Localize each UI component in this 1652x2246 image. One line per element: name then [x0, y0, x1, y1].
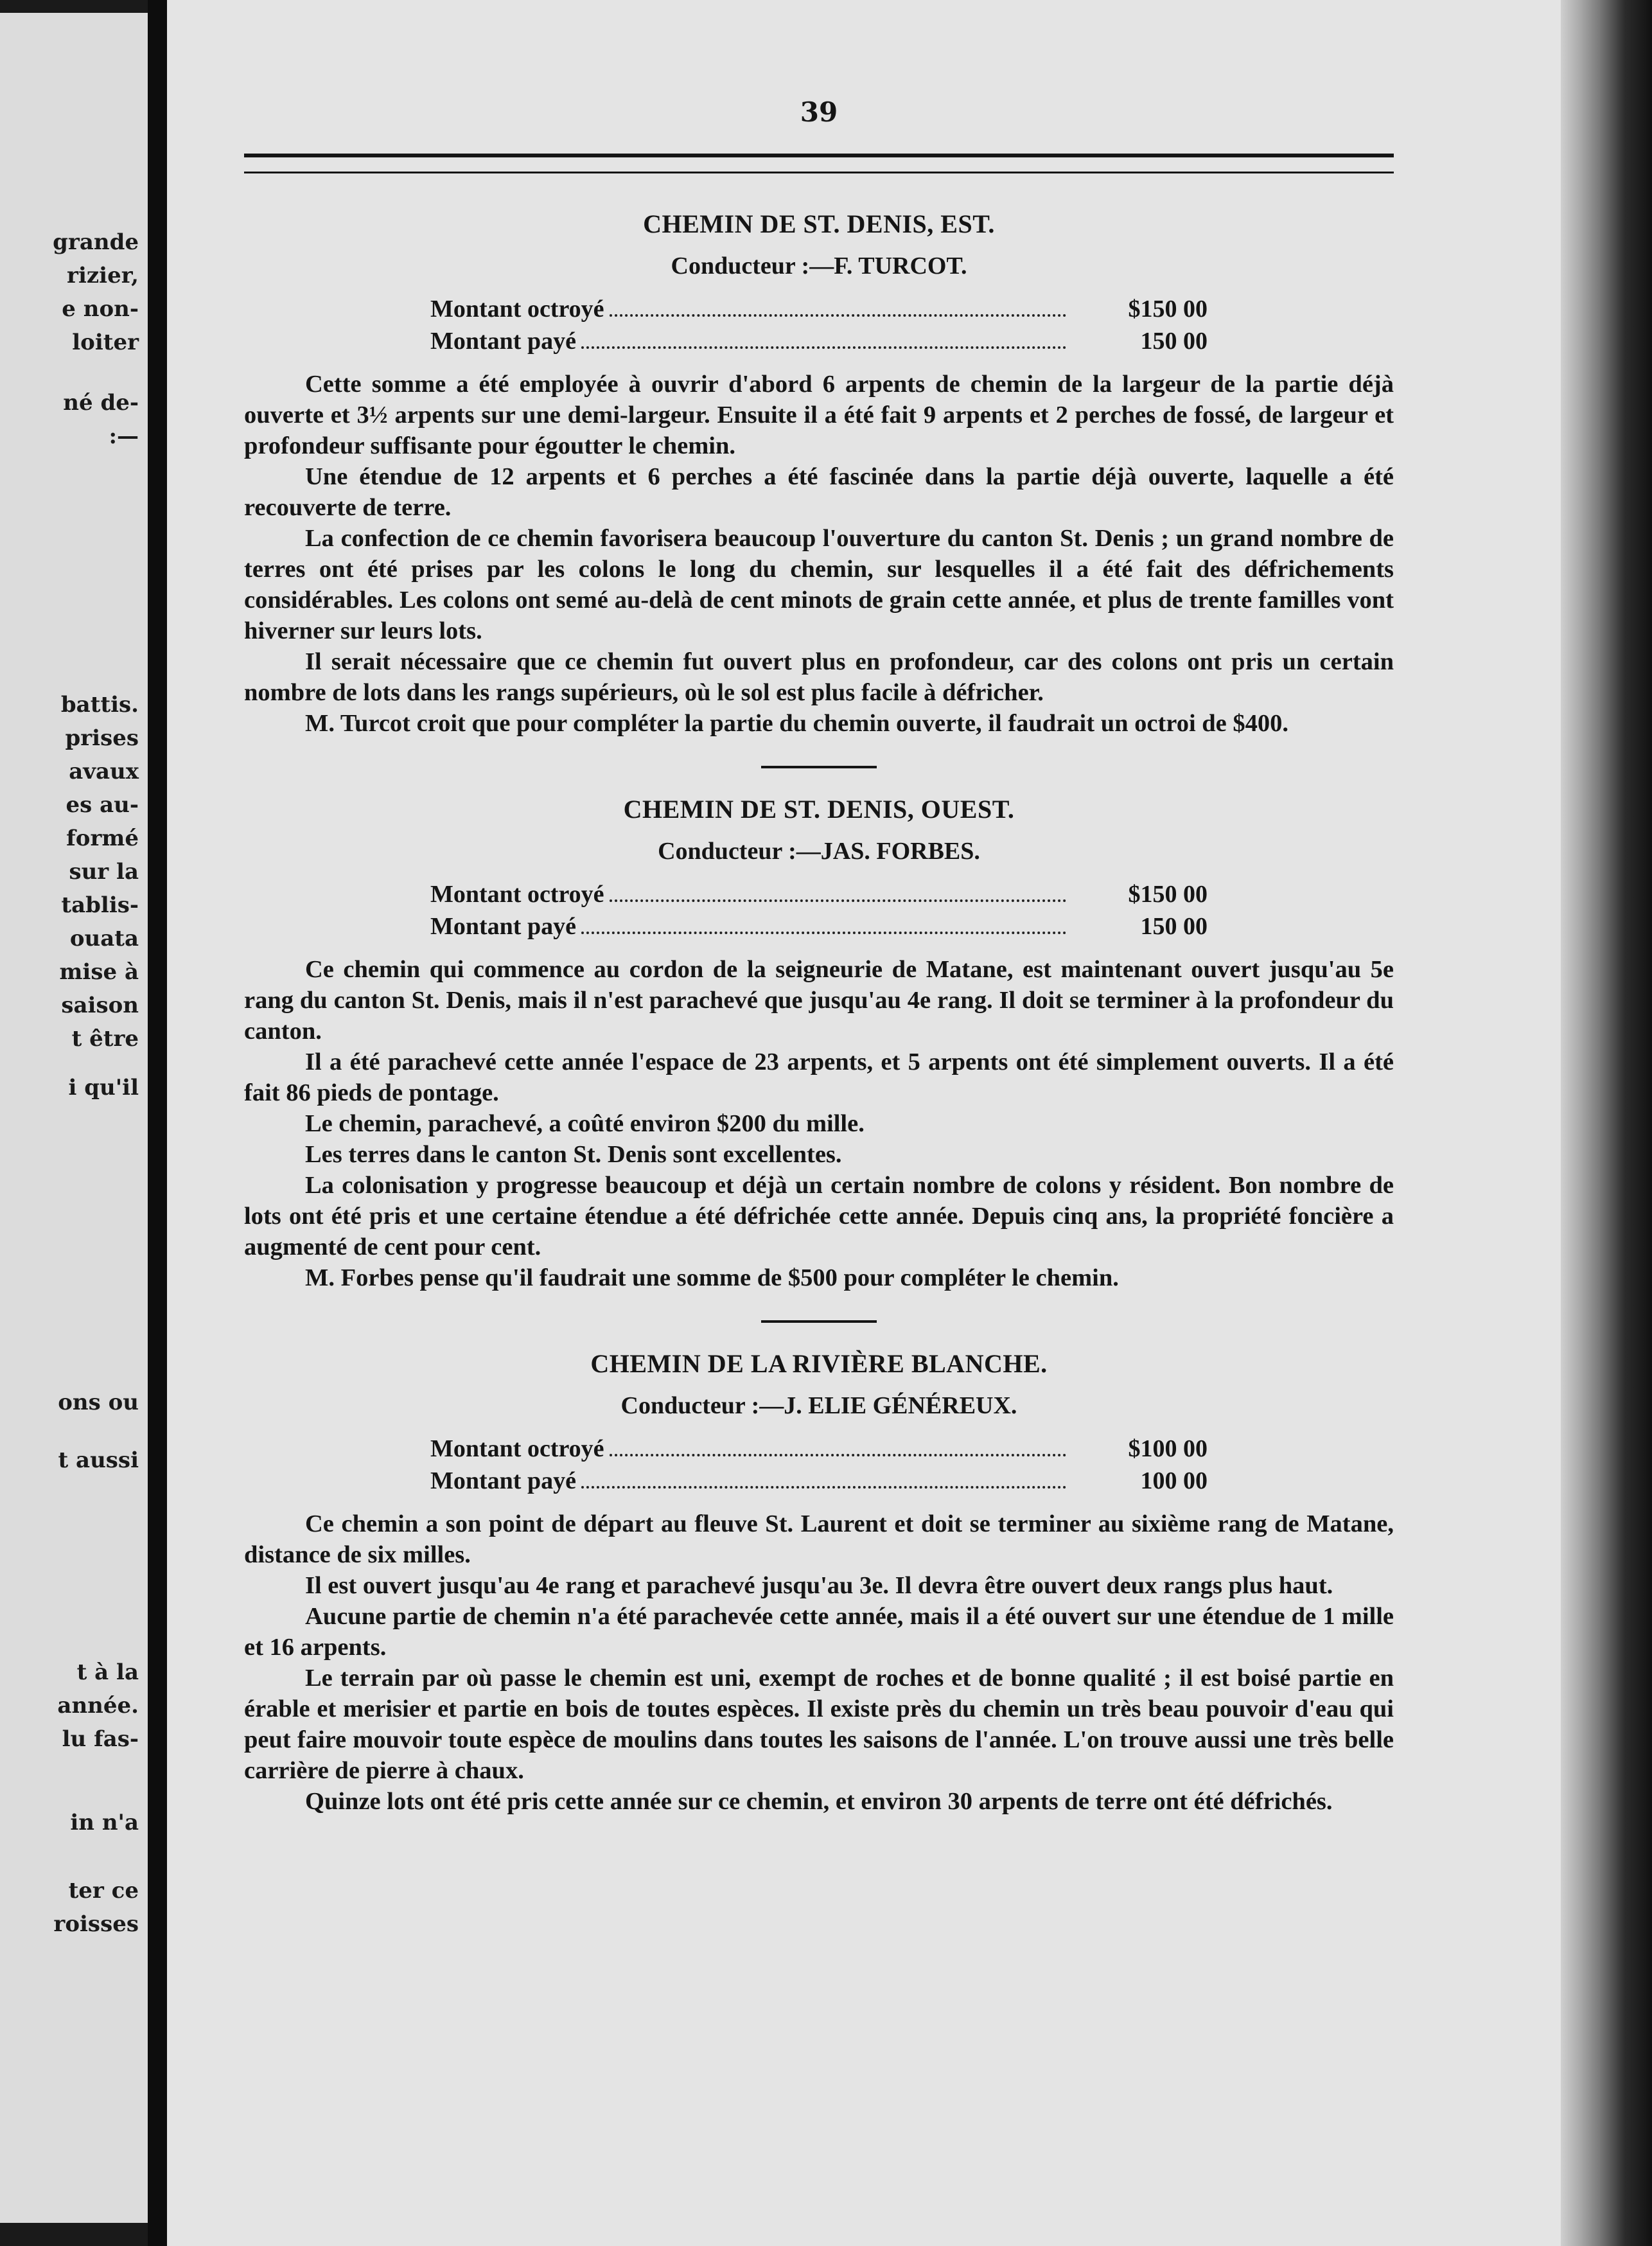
amount-label: Montant octroyé: [430, 1435, 604, 1462]
leader-dots: [581, 1486, 1066, 1489]
amount-value: $150 00: [1128, 296, 1208, 323]
previous-page-edge: [0, 13, 152, 2223]
leader-dots: [610, 314, 1066, 317]
page-stack-edge: [1561, 0, 1652, 2246]
fragment: in n'a: [70, 1810, 139, 1835]
paragraph: Le chemin, parachevé, a coûté environ $200 du mille.: [305, 1110, 865, 1137]
leader-dots: [610, 1454, 1066, 1456]
paragraph: Il serait nécessaire que ce chemin fut ouvert plus en profondeur, car des colons ont pris un certain nombre de lots dans les rangs supérieurs, où le sol est plus facile à défricher.: [244, 648, 1394, 706]
amount-value: $100 00: [1128, 1435, 1208, 1462]
section-conductor: Conducteur :—J. ELIE GÉNÉREUX.: [620, 1392, 1017, 1419]
fragment: ter ce: [68, 1878, 139, 1904]
section-title: CHEMIN DE ST. DENIS, OUEST.: [623, 795, 1015, 824]
fragment: es au-: [66, 792, 139, 818]
paragraph: M. Forbes pense qu'il faudrait une somme de $500 pour compléter le chemin.: [305, 1264, 1119, 1291]
paragraph: Aucune partie de chemin n'a été parachevée cette année, mais il a été ouvert sur une étendue de 1 mille et 16 arpents.: [244, 1603, 1394, 1661]
section-conductor: Conducteur :—F. TURCOT.: [671, 252, 967, 279]
section-body: [244, 954, 1394, 1293]
fragment: roisses: [53, 1911, 139, 1937]
fragment: année.: [57, 1693, 139, 1719]
section-divider: [761, 766, 877, 768]
amounts-table: [430, 878, 1208, 942]
fragment: lu fas-: [62, 1726, 139, 1752]
fragment: prises: [65, 725, 139, 751]
section-divider: [761, 1320, 877, 1323]
fragment: mise à: [59, 959, 139, 985]
paragraph: M. Turcot croit que pour compléter la partie du chemin ouverte, il faudrait un octroi de $400.: [305, 710, 1289, 737]
section-body: [244, 1508, 1394, 1817]
amount-label: Montant octroyé: [430, 881, 604, 908]
paragraph: Quinze lots ont été pris cette année sur ce chemin, et environ 30 arpents de terre ont été défrichés.: [305, 1788, 1333, 1815]
fragment: grande: [53, 229, 139, 255]
amount-row: [430, 1465, 1208, 1497]
leader-dots: [610, 899, 1066, 902]
amount-label: Montant payé: [430, 1467, 576, 1494]
paragraph: Ce chemin qui commence au cordon de la seigneurie de Matane, est maintenant ouvert jusqu'au 5e rang du canton St. Denis, mais il n'est parachevé que jusqu'au 4e rang. Il doit se terminer à la profondeur du canton.: [244, 956, 1394, 1045]
fragment: t aussi: [58, 1447, 139, 1473]
paragraph: Ce chemin a son point de départ au fleuve St. Laurent et doit se terminer au sixième rang de Matane, distance de six milles.: [244, 1510, 1394, 1568]
fragment: t à la: [76, 1659, 139, 1685]
paragraph: Une étendue de 12 arpents et 6 perches a été fascinée dans la partie déjà ouverte, laquelle a été recouverte de terre.: [244, 463, 1394, 521]
document-page: [167, 0, 1561, 2246]
fragment: sur la: [69, 859, 139, 885]
fragment: t être: [71, 1026, 139, 1052]
paragraph: Il est ouvert jusqu'au 4e rang et parachevé jusqu'au 3e. Il devra être ouvert deux rangs plus haut.: [305, 1572, 1333, 1599]
page-content: [244, 96, 1394, 1817]
header-rule: [244, 154, 1394, 173]
fragment: :—: [109, 423, 139, 449]
fragment: loiter: [72, 330, 139, 355]
section-title: CHEMIN DE LA RIVIÈRE BLANCHE.: [590, 1349, 1048, 1378]
amount-value: 150 00: [1140, 913, 1208, 940]
section-body: [244, 369, 1394, 739]
fragment: tablis-: [61, 892, 139, 918]
amount-value: 150 00: [1140, 328, 1208, 355]
paragraph: La colonisation y progresse beaucoup et déjà un certain nombre de colons y résident. Bon nombre de lots ont été pris et une certaine étendue a été défrichée cette année. Depuis cinq ans, la propriété foncière a augmenté de cent pour cent.: [244, 1172, 1394, 1260]
section-title: CHEMIN DE ST. DENIS, EST.: [643, 209, 995, 238]
fragment: formé: [66, 826, 139, 851]
leader-dots: [581, 932, 1066, 934]
amount-row: [430, 910, 1208, 942]
amounts-table: [430, 293, 1208, 357]
section-conductor: Conducteur :—JAS. FORBES.: [658, 838, 980, 865]
fragment: saison: [61, 993, 139, 1018]
amount-row: [430, 878, 1208, 910]
amount-row: [430, 1433, 1208, 1465]
fragment: né de-: [63, 390, 139, 416]
fragment: ouata: [69, 926, 139, 951]
section-st-denis-ouest: [244, 794, 1394, 1293]
leader-dots: [581, 346, 1066, 349]
fragment: e non-: [62, 296, 139, 322]
fragment: battis.: [60, 692, 139, 718]
amount-value: $150 00: [1128, 881, 1208, 908]
fragment: avaux: [69, 759, 139, 784]
amount-label: Montant octroyé: [430, 296, 604, 323]
paragraph: Les terres dans le canton St. Denis sont excellentes.: [305, 1141, 842, 1168]
paragraph: Le terrain par où passe le chemin est uni, exempt de roches et de bonne qualité ; il est boisé partie en érable et merisier et partie en bois de toutes espèces. Il existe près du chemin un très beau pouvoir d'eau qui peut faire mouvoir toute espèce de moulins dans toutes les saisons de l'année. L'on trouve aussi une très belle carrière de pierre à chaux.: [244, 1665, 1394, 1784]
amount-row: [430, 293, 1208, 325]
amount-label: Montant payé: [430, 328, 576, 355]
page-number: 39: [800, 96, 838, 128]
section-st-denis-est: [244, 209, 1394, 739]
amounts-table: [430, 1433, 1208, 1497]
paragraph: Il a été parachevé cette année l'espace de 23 arpents, et 5 arpents ont été simplement ouverts. Il a été fait 86 pieds de pontage.: [244, 1048, 1394, 1106]
fragment: i qu'il: [68, 1075, 139, 1101]
amount-label: Montant payé: [430, 913, 576, 940]
fragment: ons ou: [58, 1390, 139, 1415]
book-gutter: [148, 0, 167, 2246]
fragment: rizier,: [67, 263, 139, 288]
section-riviere-blanche: [244, 1348, 1394, 1817]
amount-value: 100 00: [1140, 1467, 1208, 1494]
paragraph: Cette somme a été employée à ouvrir d'abord 6 arpents de chemin de la largeur de la partie déjà ouverte et 3½ arpents sur une demi-largeur. Ensuite il a été fait 9 arpents et 2 perches de fossé, de largeur et profondeur suffisante pour égoutter le chemin.: [244, 371, 1394, 459]
amount-row: [430, 325, 1208, 357]
paragraph: La confection de ce chemin favorisera beaucoup l'ouverture du canton St. Denis ; un grand nombre de terres ont été prises par les colons le long du chemin, sur lesquelles il a été fait des défrichements considérables. Les colons ont semé au-delà de cent minots de grain cette année, et plus de trente familles vont hiverner sur leurs lots.: [244, 525, 1394, 644]
